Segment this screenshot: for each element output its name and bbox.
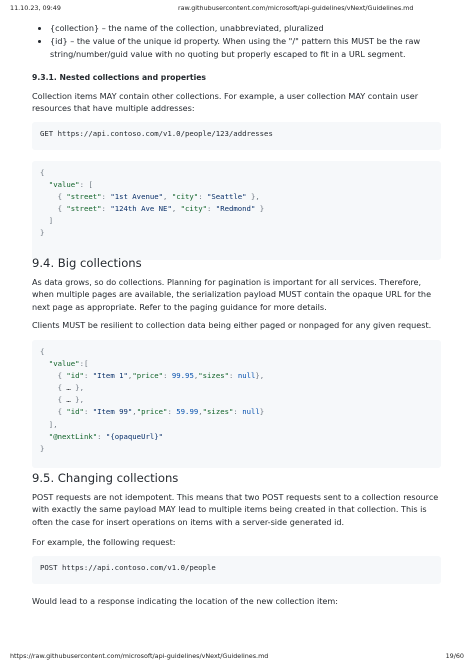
paragraph: As data grows, so do collections. Planning for pagination is important for all services. Therefore, when multiple pages are available, the serialization payload MUST contain the opaque URL for the next page as appropriate. Refer to the paging guidance for more details.: [32, 277, 432, 312]
footer-url: https://raw.githubusercontent.com/microsoft/api-guidelines/vNext/Guidelines.md: [10, 652, 269, 660]
paragraph: Would lead to a response indicating the location of the new collection item:: [32, 596, 338, 606]
paragraph: Clients MUST be resilient to collection data being either paged or nonpaged for any given request.: [32, 320, 432, 330]
paragraph: Collection items MAY contain other collections. For example, a user collection MAY contain user resources that have multiple addresses:: [32, 91, 419, 114]
print-url: raw.githubusercontent.com/microsoft/api-guidelines/vNext/Guidelines.md: [178, 4, 414, 12]
code-request-line: POST https://api.contoso.com/v1.0/people: [40, 563, 216, 572]
print-footer: [10, 652, 464, 664]
code-block-post-request: [32, 556, 441, 584]
document-body: [32, 22, 441, 606]
code-block-request: [32, 122, 441, 150]
list-item: • {collection} – the name of the collection, unabbreviated, pluralized: [50, 22, 441, 35]
print-datetime: 11.10.23, 09:49: [10, 4, 61, 12]
print-header: [10, 4, 464, 16]
code-block-paging-json: { "value":[ { "id": "Item 1","price": 99.95,"sizes": null}, { … }, { … }, { "id": "Item 99","price": 59.99,"sizes": null} ], "@nextLink": "{opaqueUrl}" }: [32, 340, 441, 468]
section-heading-9-3-1: 9.3.1. Nested collections and properties: [32, 73, 206, 82]
section-heading-9-4: 9.4. Big collections: [32, 256, 142, 270]
url-pattern-list: [32, 22, 441, 60]
code-request-line: GET https://api.contoso.com/v1.0/people/123/addresses: [40, 129, 273, 138]
paragraph: POST requests are not idempotent. This means that two POST requests sent to a collection resource with exactly the same payload MAY lead to multiple items being created in that collection. This is often the case for insert operations on items with a server-side generated id.: [32, 492, 439, 527]
page-number: 19/60: [445, 652, 464, 660]
list-item: • {id} – the value of the unique id property. When using the "/" pattern this MUST be the raw string/number/guid value with no quoting but properly escaped to fit in a URL segment.: [50, 35, 441, 60]
code-block-addresses-json: { "value": [ { "street": "1st Avenue", "city": "Seattle" }, { "street": "124th Ave NE", "city": "Redmond" } ] }: [32, 161, 441, 260]
section-heading-9-5: 9.5. Changing collections: [32, 471, 179, 485]
paragraph: For example, the following request:: [32, 537, 176, 547]
